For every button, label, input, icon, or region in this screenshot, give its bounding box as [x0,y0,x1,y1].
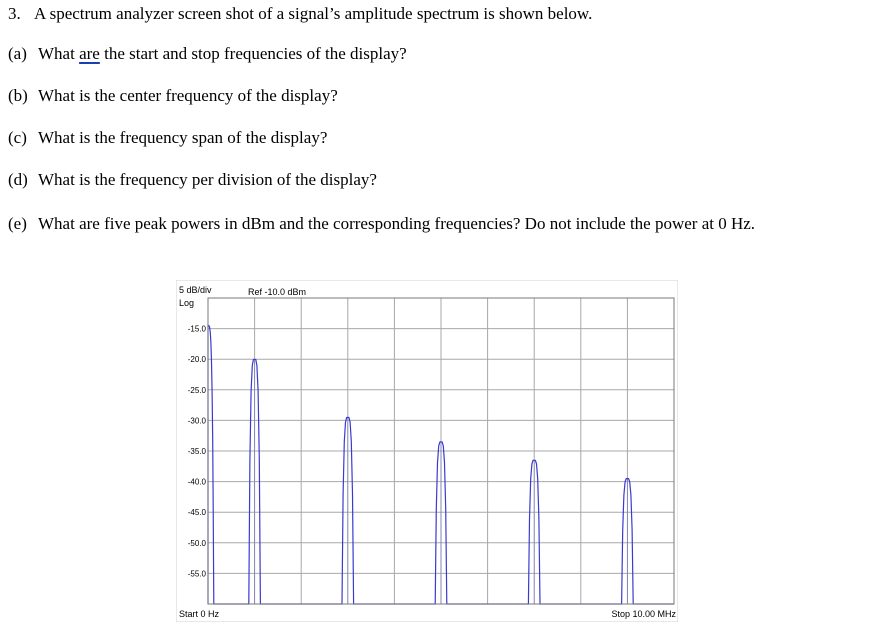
y-tick-label: -50.0 [187,538,206,548]
question-title [8,4,592,24]
part-d-label: (d) [8,170,28,189]
question-part-a [8,44,407,64]
y-tick-label: -45.0 [187,508,206,518]
y-tick-label: -30.0 [187,416,206,426]
y-tick-label: -25.0 [187,385,206,395]
reference-level-label: Ref -10.0 dBm [248,287,307,297]
part-a-label: (a) [8,44,27,63]
spectrum-plot [176,280,678,622]
part-c-label: (c) [8,128,27,147]
part-a-text-pre: What [38,44,80,63]
question-part-d [8,170,377,190]
start-frequency-label: Start 0 Hz [179,609,220,619]
part-d-text: What is the frequency per division of the display? [38,170,377,189]
part-a-text-post: the start and stop frequencies of the display? [99,44,407,63]
y-tick-label: -35.0 [187,447,206,456]
spectrum-analyzer-screen [176,280,678,622]
scale-mode-label: Log [179,298,195,308]
question-text: A spectrum analyzer screen shot of a signal’s amplitude spectrum is shown below. [34,4,593,23]
part-b-text: What is the center frequency of the display? [38,86,338,105]
part-e-text: What are five peak powers in dBm and the corresponding frequencies? Do not include the power at 0 Hz. [38,214,756,233]
y-tick-label: -20.0 [187,355,206,365]
question-number: 3. [8,4,21,23]
question-part-c [8,128,327,148]
y-tick-label: -55.0 [187,569,206,579]
y-tick-label: -40.0 [187,477,206,487]
y-tick-label: -15.0 [187,324,206,334]
stop-frequency-label: Stop 10.00 MHz [611,609,676,619]
part-a-underlined-word: are [79,44,100,63]
part-c-text: What is the frequency span of the display? [38,128,328,147]
scale-label: 5 dB/div [179,285,212,295]
y-tick-labels [188,325,207,579]
question-part-e [8,214,755,234]
part-b-label: (b) [8,86,28,105]
question-part-b [8,86,338,106]
part-e-label: (e) [8,214,27,233]
